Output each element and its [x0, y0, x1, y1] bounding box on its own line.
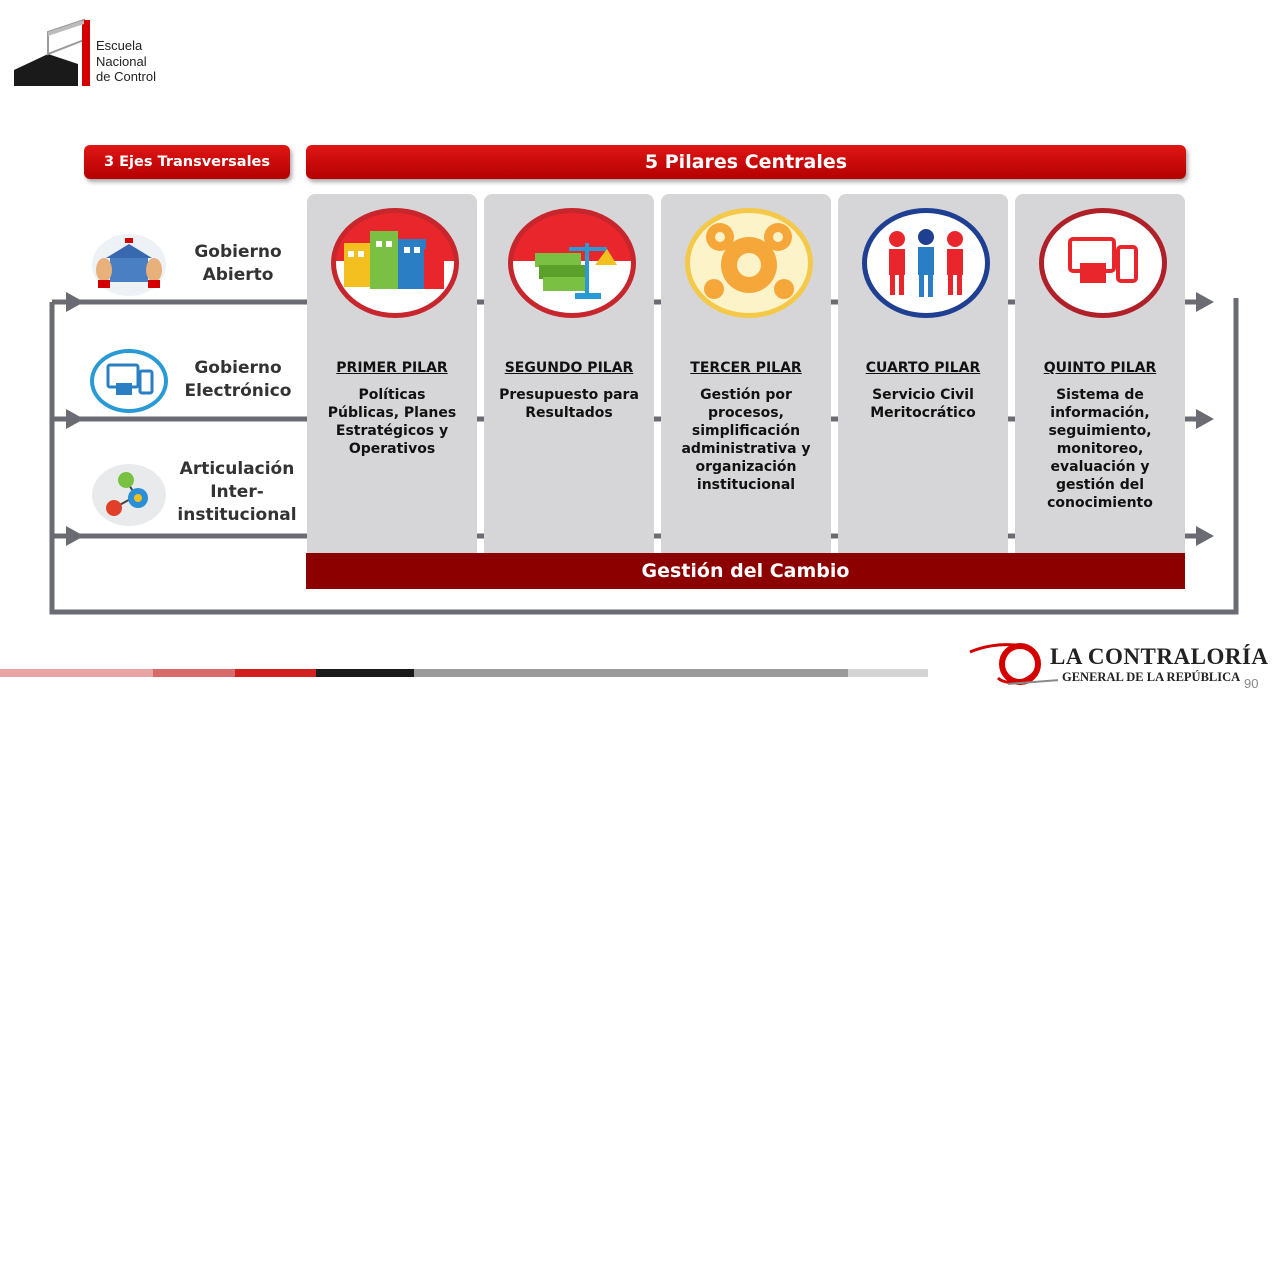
- pillar-title: TERCER PILAR: [690, 360, 802, 376]
- pillar-desc-line: monitoreo,: [1056, 441, 1144, 457]
- government-hands-icon: [92, 234, 166, 296]
- gears-icon: [685, 208, 813, 318]
- gestion-del-cambio-bar: Gestión del Cambio: [306, 553, 1185, 589]
- pillar-description: [1021, 386, 1179, 512]
- stripe: [153, 669, 235, 677]
- pillar-desc-line: Meritocrático: [870, 405, 976, 421]
- pillar-desc-line: institucional: [696, 477, 796, 493]
- axis-label-articulacion: [168, 458, 306, 527]
- pilares-centrales-banner: 5 Pilares Centrales: [306, 145, 1186, 179]
- footer-color-stripes: [0, 669, 928, 677]
- logo-line: de Control: [96, 69, 156, 84]
- pillar-description: [490, 386, 648, 422]
- pillar-description: [844, 386, 1002, 422]
- pillar-desc-line: Operativos: [348, 441, 436, 457]
- pillar-desc-line: Sistema de: [1056, 387, 1144, 403]
- ejes-transversales-banner: 3 Ejes Transversales: [84, 145, 290, 179]
- axis-label-line: Gobierno: [194, 358, 282, 378]
- arrow-out-3: [1196, 526, 1214, 546]
- pillar-segundo: [484, 194, 654, 554]
- axis-label-line: Gobierno: [194, 242, 282, 262]
- pillar-cuarto: [838, 194, 1008, 554]
- pillar-description: [313, 386, 471, 458]
- contraloria-subtitle: GENERAL DE LA REPÚBLICA: [1062, 670, 1241, 684]
- pillar-desc-line: Presupuesto para: [499, 387, 639, 403]
- pillar-title: QUINTO PILAR: [1043, 360, 1157, 376]
- pillar-desc-line: seguimiento,: [1048, 423, 1152, 439]
- stripe: [316, 669, 414, 677]
- axis-label-line: Abierto: [202, 265, 274, 285]
- arrow-in-1: [66, 292, 84, 312]
- pillar-title: CUARTO PILAR: [865, 360, 981, 376]
- pillar-desc-line: información,: [1050, 405, 1150, 421]
- computer-devices-icon: [1039, 208, 1167, 318]
- axis-label-gobierno-electronico: [170, 357, 306, 403]
- pillar-description: [667, 386, 825, 494]
- money-scale-icon: [508, 208, 636, 318]
- axis-label-gobierno-abierto: [170, 241, 306, 287]
- pillar-desc-line: Gestión por: [700, 387, 792, 403]
- devices-icon: [90, 349, 168, 413]
- pillar-desc-line: gestión del: [1055, 477, 1145, 493]
- pillar-desc-line: administrativa y: [681, 441, 811, 457]
- stripe: [235, 669, 316, 677]
- pillar-desc-line: Resultados: [525, 405, 613, 421]
- axis-label-line: Inter-: [210, 482, 264, 502]
- pillar-desc-line: simplificación: [691, 423, 801, 439]
- logo-line: Nacional: [96, 53, 147, 69]
- pillar-primer: [307, 194, 477, 554]
- arrow-in-2: [66, 409, 84, 429]
- arrow-out-2: [1196, 409, 1214, 429]
- contraloria-title: LA CONTRALORÍA: [1050, 644, 1269, 669]
- stripe: [848, 669, 928, 677]
- pillar-title: SEGUNDO PILAR: [504, 360, 634, 376]
- arrow-in-3: [66, 526, 84, 546]
- buildings-icon: [331, 208, 459, 318]
- contraloria-logo: [968, 640, 1269, 692]
- network-nodes-icon: [92, 464, 166, 526]
- people-icon: [862, 208, 990, 318]
- pillar-desc-line: conocimiento: [1047, 495, 1153, 511]
- axis-label-line: Electrónico: [184, 381, 292, 401]
- pillar-desc-line: Estratégicos y: [335, 423, 449, 439]
- pillar-desc-line: Servicio Civil: [872, 387, 974, 403]
- pillar-tercer: [661, 194, 831, 554]
- pillar-desc-line: Públicas, Planes: [327, 405, 457, 421]
- stripe: [0, 669, 153, 677]
- contraloria-swoosh-icon: [968, 640, 1058, 692]
- arrow-out-1: [1196, 292, 1214, 312]
- pillar-quinto: [1015, 194, 1185, 554]
- stripe: [414, 669, 848, 677]
- pillar-desc-line: evaluación y: [1050, 459, 1150, 475]
- pillar-desc-line: Políticas: [358, 387, 426, 403]
- pillar-desc-line: procesos,: [708, 405, 784, 421]
- pillar-desc-line: organización: [695, 459, 797, 475]
- logo-line: Escuela: [96, 38, 143, 53]
- pillar-title: PRIMER PILAR: [336, 360, 448, 376]
- axis-label-line: institucional: [177, 505, 297, 525]
- page-number: 90: [1244, 676, 1259, 691]
- axis-label-line: Articulación: [179, 459, 295, 479]
